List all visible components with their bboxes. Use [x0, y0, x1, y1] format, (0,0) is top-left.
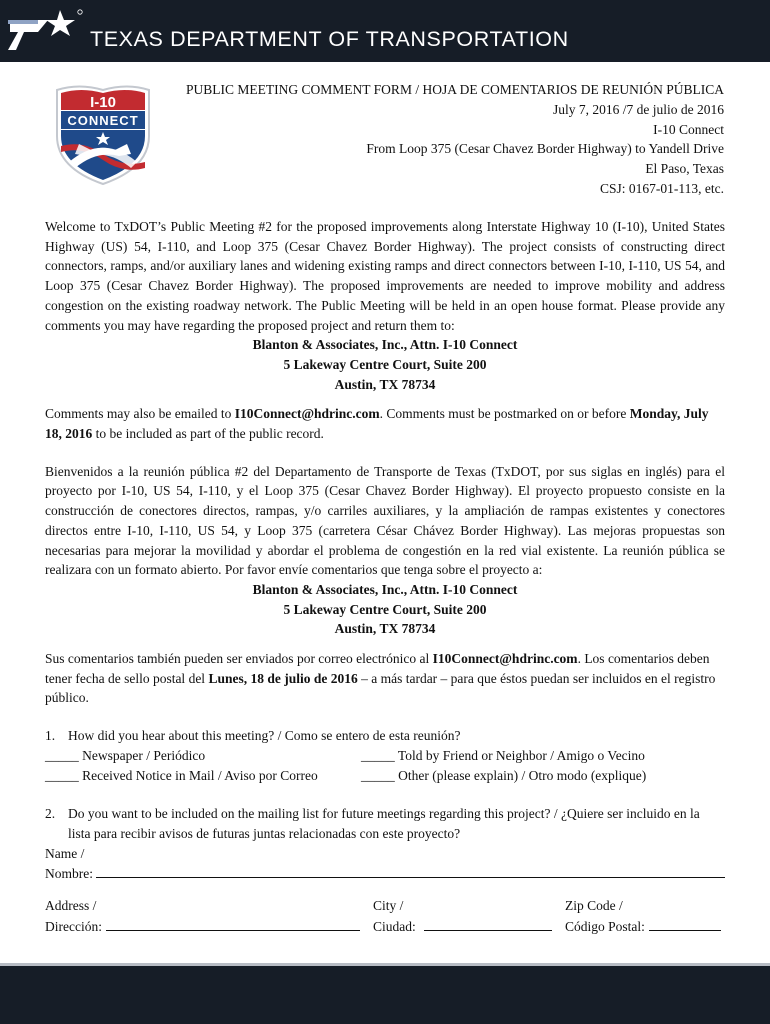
header-banner [0, 0, 770, 62]
name-label-en: Name / [45, 845, 85, 861]
name-label-es: Nombre: [45, 866, 93, 882]
address-line: Austin, TX 78734 [334, 376, 436, 392]
question-1-text: How did you hear about this meeting? / Como se entero de esta reunión? [68, 728, 461, 744]
svg-text:CONNECT: CONNECT [67, 113, 139, 128]
i10-connect-shield-logo [53, 84, 153, 186]
email-address: I10Connect@hdrinc.com [234, 406, 380, 422]
name-field[interactable] [96, 863, 725, 878]
form-body [45, 217, 725, 937]
svg-text:I-10: I-10 [90, 94, 116, 111]
option-friend[interactable]: _____ Told by Friend or Neighbor / Amigo o Vecino [361, 747, 645, 763]
footer-divider [0, 963, 770, 966]
zip-label-es: Código Postal: [565, 918, 645, 934]
project-name: I-10 Connect [653, 121, 724, 137]
address-line: 5 Lakeway Centre Court, Suite 200 [283, 356, 487, 372]
question-2-text: Do you want to be included on the mailing list for future meetings regarding this project? / ¿Quiere ser incluido en la lista para recibir avisos de futuras juntas relacionadas con este proyecto? [68, 806, 700, 841]
deadline-date: Monday, July 18, 2016 [45, 406, 709, 442]
form-header [186, 80, 724, 199]
intro-english: Welcome to TxDOT’s Public Meeting #2 for the proposed improvements along Interstate Highway 10 (I-10), United States Highway (US) 54, I-110, and Loop 375 (Cesar Chavez Border Highway). The project consists of constructing direct connectors, ramps, and/or auxiliary lanes and widening existing ramps and direct connectors between I-10, I-110, US 54, and Loop 375 (Cesar Chavez Border Highway). The proposed improvements are needed to improve mobility and address congestion on the existing roadway network. The Public Meeting will be held in an open house format. Please provide any comments you may have regarding the proposed project and return them to: [45, 219, 725, 333]
mailing-address-spanish [45, 580, 725, 639]
form-title: PUBLIC MEETING COMMENT FORM / HOJA DE COMENTARIOS DE REUNIÓN PÚBLICA [186, 82, 724, 97]
address-line: Blanton & Associates, Inc., Attn. I-10 Connect [252, 581, 518, 597]
address-label-es: Dirección: [45, 918, 102, 934]
email-address: I10Connect@hdrinc.com [432, 651, 578, 667]
address-label-en: Address / [45, 898, 97, 914]
email-note-english: Comments may also be emailed to I10Connect@hdrinc.com. Comments must be postmarked on or before Monday, July 18, 2016 to be included as part of the public record. [45, 406, 709, 442]
option-other[interactable]: _____ Other (please explain) / Otro modo (explique) [361, 767, 647, 783]
banner-title: TEXAS DEPARTMENT OF TRANSPORTATION [90, 27, 569, 51]
zip-field[interactable] [649, 916, 721, 931]
deadline-date: Lunes, 18 de julio de 2016 [208, 670, 358, 686]
csj-number: CSJ: 0167-01-113, etc. [600, 180, 724, 196]
address-field[interactable] [106, 916, 360, 931]
zip-label-en: Zip Code / [565, 898, 623, 914]
option-newspaper[interactable]: _____ Newspaper / Periódico [45, 747, 206, 763]
city-label-es: Ciudad: [373, 918, 416, 934]
city-label-en: City / [373, 898, 404, 914]
question-2: 2. Do you want to be included on the mailing list for future meetings regarding this project? / ¿Quiere ser incluido en la lista para recibir avisos de futuras juntas relacionadas con este proyecto? [45, 804, 725, 843]
project-limits: From Loop 375 (Cesar Chavez Border Highway) to Yandell Drive [366, 141, 724, 157]
mailing-address-english [45, 335, 725, 394]
footer-banner [0, 963, 770, 1024]
txdot-star-logo-icon [8, 6, 88, 52]
address-line: Austin, TX 78734 [334, 621, 436, 637]
intro-spanish: Bienvenidos a la reunión pública #2 del Departamento de Transporte de Texas (TxDOT, por sus siglas en inglés) para el proyecto por I-10, US 54, I-110, y el Loop 375 (Cesar Chavez Border Highway). El proyecto propuesto consiste en la construcción de conectores directos, rampas, y/o carriles auxiliares, y la ampliación de rampas existentes y conectores directos entre I-10, I-110, US 54, y Loop 375 (carretera César Chávez Border Highway). Las mejoras propuestas son necesarias para mejorar la movilidad y abordar el problema de congestión en la red vial existente. La reunión pública se realizara con un formato abierto. Por favor envíe comentarios que tenga sobre el proyecto a: [45, 463, 725, 578]
option-mail[interactable]: _____ Received Notice in Mail / Aviso por Correo [45, 767, 318, 783]
address-line: 5 Lakeway Centre Court, Suite 200 [283, 601, 487, 617]
project-location: El Paso, Texas [645, 161, 724, 177]
email-note-spanish: Sus comentarios también pueden ser enviados por correo electrónico al I10Connect@hdrinc.com. Los comentarios deben tener fecha de sello postal del Lunes, 18 de julio de 2016 – a más tardar – para que éstos puedan ser incluidos en el registro público. [45, 651, 716, 706]
meeting-date: July 7, 2016 /7 de julio de 2016 [553, 101, 724, 117]
address-line: Blanton & Associates, Inc., Attn. I-10 Connect [252, 337, 518, 353]
question-1: 1. How did you hear about this meeting? / Como se entero de esta reunión? [45, 726, 725, 746]
city-field[interactable] [424, 916, 552, 931]
